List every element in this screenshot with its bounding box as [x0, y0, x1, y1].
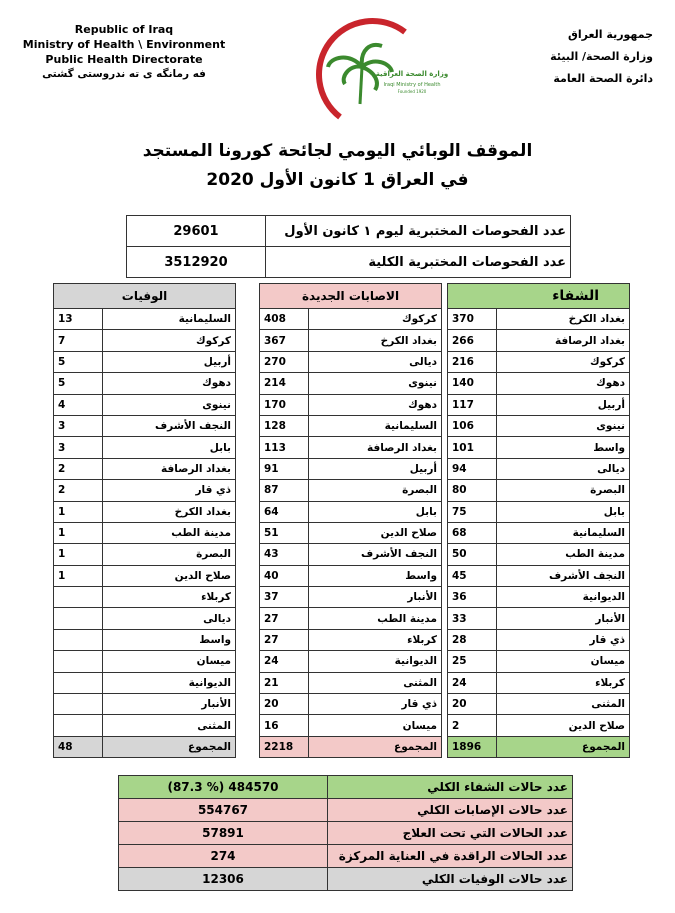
row-value: 36 — [448, 587, 497, 608]
row-governorate: ميسان — [309, 715, 442, 736]
table-row — [448, 458, 630, 479]
row-value: 51 — [260, 522, 309, 543]
row-value: 5 — [54, 351, 103, 372]
cumulative-label: عدد حالات الشفاء الكلي — [328, 776, 573, 799]
table-row — [448, 351, 630, 372]
table-row — [54, 629, 236, 650]
row-value: 1 — [54, 565, 103, 586]
row-value: 33 — [448, 608, 497, 629]
row-governorate: بغداد الكرخ — [309, 330, 442, 351]
cumulative-value: 554767 — [119, 799, 328, 822]
row-governorate: الأنبار — [309, 587, 442, 608]
table-row — [260, 373, 442, 394]
table-row — [260, 437, 442, 458]
row-value: 20 — [448, 694, 497, 715]
row-value: 5 — [54, 373, 103, 394]
row-governorate: بغداد الرصافة — [309, 437, 442, 458]
row-value — [54, 629, 103, 650]
row-value: 50 — [448, 544, 497, 565]
row-governorate: البصرة — [103, 544, 236, 565]
table-row — [448, 694, 630, 715]
total-tests-label: عدد الفحوصات المختبرية الكلية — [266, 247, 571, 278]
row-value — [54, 694, 103, 715]
row-value: 106 — [448, 415, 497, 436]
row-value: 1 — [54, 544, 103, 565]
table-row — [260, 694, 442, 715]
row-governorate: بغداد الرصافة — [103, 458, 236, 479]
table-row — [260, 415, 442, 436]
cumulative-value: (87.3 %) 484570 — [119, 776, 328, 799]
cumulative-label: عدد الحالات التي تحت العلاج — [328, 822, 573, 845]
table-row — [260, 351, 442, 372]
row-governorate: ديالى — [309, 351, 442, 372]
table-row — [260, 394, 442, 415]
row-governorate: كركوك — [497, 351, 630, 372]
row-governorate: بغداد الكرخ — [497, 309, 630, 330]
daily-tests-value: 29601 — [127, 216, 266, 247]
row-value: 25 — [448, 651, 497, 672]
row-value: 140 — [448, 373, 497, 394]
row-value: 24 — [260, 651, 309, 672]
table-row — [260, 672, 442, 693]
row-governorate: نينوى — [309, 373, 442, 394]
row-value: 2 — [448, 715, 497, 736]
row-governorate: الديوانية — [497, 587, 630, 608]
row-governorate: كربلاء — [309, 629, 442, 650]
table-row — [54, 544, 236, 565]
row-governorate: واسط — [103, 629, 236, 650]
letterhead-line: وزارة الصحة/ البيئة — [550, 50, 653, 63]
row-value: 16 — [260, 715, 309, 736]
row-governorate: كربلاء — [497, 672, 630, 693]
row-value: 24 — [448, 672, 497, 693]
row-governorate: أربيل — [497, 394, 630, 415]
row-value: 87 — [260, 480, 309, 501]
row-governorate: واسط — [497, 437, 630, 458]
row-governorate: دهوك — [497, 373, 630, 394]
row-value: 3 — [54, 415, 103, 436]
row-governorate: الديوانية — [103, 672, 236, 693]
row-governorate: ديالى — [497, 458, 630, 479]
table-row — [448, 330, 630, 351]
row-governorate: بغداد الكرخ — [103, 501, 236, 522]
table-row — [54, 351, 236, 372]
row-governorate: السليمانية — [497, 522, 630, 543]
row-value: 216 — [448, 351, 497, 372]
row-governorate: كركوك — [309, 309, 442, 330]
logo-emblem-icon — [300, 12, 449, 124]
arabic-letterhead — [473, 24, 653, 90]
letterhead-line: جمهورية العراق — [568, 28, 653, 41]
row-value: 101 — [448, 437, 497, 458]
table-row — [54, 672, 236, 693]
table-row — [260, 651, 442, 672]
row-governorate: دهوك — [309, 394, 442, 415]
letterhead-line: Ministry of Health \ Environment — [22, 38, 226, 51]
row-value: 21 — [260, 672, 309, 693]
report-date: في العراق 1 كانون الأول 2020 — [206, 170, 469, 190]
table-row — [260, 458, 442, 479]
table-row — [448, 373, 630, 394]
row-governorate: السليمانية — [309, 415, 442, 436]
cumulative-totals-table — [118, 775, 573, 891]
daily-tests-label: عدد الفحوصات المختبرية ليوم ١ كانون الأول — [266, 216, 571, 247]
row-governorate: البصرة — [309, 480, 442, 501]
letterhead-line: فه رمانگه ی ته ندروستی گشتی — [42, 68, 206, 80]
recovered-header: الشفاء — [448, 284, 630, 309]
row-value: 40 — [260, 565, 309, 586]
total-label: المجموع — [309, 736, 442, 757]
row-governorate: كركوك — [103, 330, 236, 351]
row-value: 370 — [448, 309, 497, 330]
cumulative-row — [119, 776, 573, 799]
row-governorate: ذي قار — [309, 694, 442, 715]
table-row — [260, 715, 442, 736]
row-governorate: نينوى — [103, 394, 236, 415]
total-value: 48 — [54, 736, 103, 757]
table-row — [448, 629, 630, 650]
row-governorate: أربيل — [103, 351, 236, 372]
row-governorate: صلاح الدين — [103, 565, 236, 586]
ministry-logo — [300, 12, 449, 124]
row-governorate: بابل — [309, 501, 442, 522]
row-value: 68 — [448, 522, 497, 543]
cumulative-label: عدد حالات الوفيات الكلي — [328, 868, 573, 891]
table-row — [54, 415, 236, 436]
row-value: 75 — [448, 501, 497, 522]
recovered-table — [447, 283, 630, 758]
row-value: 27 — [260, 629, 309, 650]
letterhead-line: Republic of Iraq — [74, 23, 174, 36]
table-row — [448, 672, 630, 693]
logo-founded-text: Founded 1920 — [397, 89, 427, 94]
row-governorate: البصرة — [497, 480, 630, 501]
row-value: 367 — [260, 330, 309, 351]
cumulative-value: 57891 — [119, 822, 328, 845]
table-row — [260, 309, 442, 330]
row-governorate: المثنى — [497, 694, 630, 715]
deaths-header: الوفيات — [54, 284, 236, 309]
row-value: 94 — [448, 458, 497, 479]
table-row — [448, 565, 630, 586]
total-tests-value: 3512920 — [127, 247, 266, 278]
row-value: 266 — [448, 330, 497, 351]
row-value: 117 — [448, 394, 497, 415]
table-row — [54, 458, 236, 479]
new-cases-header: الاصابات الجديدة — [260, 284, 442, 309]
table-row — [54, 587, 236, 608]
row-governorate: واسط — [309, 565, 442, 586]
table-row — [54, 522, 236, 543]
total-row — [260, 736, 442, 757]
row-governorate: نينوى — [497, 415, 630, 436]
cumulative-row — [119, 799, 573, 822]
row-value: 28 — [448, 629, 497, 650]
table-row — [54, 373, 236, 394]
cumulative-label: عدد حالات الإصابات الكلي — [328, 799, 573, 822]
row-value: 80 — [448, 480, 497, 501]
new-cases-table — [259, 283, 442, 758]
row-governorate: ميسان — [103, 651, 236, 672]
daily-tests-row — [127, 216, 571, 247]
row-governorate: مدينة الطب — [497, 544, 630, 565]
logo-english-text: Iraqi Ministry of Health — [383, 82, 441, 88]
row-governorate: كربلاء — [103, 587, 236, 608]
table-row — [54, 651, 236, 672]
table-row — [448, 309, 630, 330]
table-row — [448, 608, 630, 629]
row-value: 128 — [260, 415, 309, 436]
row-value: 408 — [260, 309, 309, 330]
row-governorate: المثنى — [309, 672, 442, 693]
row-governorate: النجف الأشرف — [103, 415, 236, 436]
row-governorate: دهوك — [103, 373, 236, 394]
table-row — [260, 480, 442, 501]
row-governorate: ميسان — [497, 651, 630, 672]
table-row — [54, 309, 236, 330]
total-tests-row — [127, 247, 571, 278]
cumulative-row — [119, 868, 573, 891]
row-governorate: السليمانية — [103, 309, 236, 330]
row-governorate: بابل — [103, 437, 236, 458]
row-value: 2 — [54, 480, 103, 501]
cumulative-row — [119, 822, 573, 845]
table-row — [54, 608, 236, 629]
table-row — [260, 501, 442, 522]
total-row — [54, 736, 236, 757]
row-governorate: صلاح الدين — [497, 715, 630, 736]
row-governorate: أربيل — [309, 458, 442, 479]
table-row — [448, 522, 630, 543]
english-letterhead — [14, 22, 234, 82]
row-value: 4 — [54, 394, 103, 415]
row-value: 64 — [260, 501, 309, 522]
table-row — [448, 651, 630, 672]
deaths-table — [53, 283, 236, 758]
row-value — [54, 651, 103, 672]
table-row — [260, 330, 442, 351]
table-row — [448, 437, 630, 458]
row-governorate: الأنبار — [497, 608, 630, 629]
table-row — [54, 565, 236, 586]
table-row — [54, 694, 236, 715]
tests-table — [126, 215, 571, 278]
row-governorate: بغداد الرصافة — [497, 330, 630, 351]
letterhead-line: دائرة الصحة العامة — [553, 72, 653, 85]
table-row — [260, 544, 442, 565]
table-row — [54, 330, 236, 351]
table-row — [448, 544, 630, 565]
row-governorate: مدينة الطب — [309, 608, 442, 629]
row-governorate: صلاح الدين — [309, 522, 442, 543]
row-value: 2 — [54, 458, 103, 479]
total-row — [448, 736, 630, 757]
row-governorate: مدينة الطب — [103, 522, 236, 543]
row-governorate: ديالى — [103, 608, 236, 629]
row-governorate: بابل — [497, 501, 630, 522]
cumulative-value: 274 — [119, 845, 328, 868]
letterhead-line: Public Health Directorate — [45, 53, 203, 66]
row-value: 27 — [260, 608, 309, 629]
table-row — [448, 394, 630, 415]
table-row — [54, 715, 236, 736]
total-value: 1896 — [448, 736, 497, 757]
row-value: 37 — [260, 587, 309, 608]
cumulative-value: 12306 — [119, 868, 328, 891]
row-value: 1 — [54, 522, 103, 543]
report-title: الموقف الوبائي اليومي لجائحة كورونا المستجد — [142, 141, 533, 161]
table-row — [448, 480, 630, 501]
row-value: 7 — [54, 330, 103, 351]
row-value: 45 — [448, 565, 497, 586]
table-row — [260, 565, 442, 586]
table-row — [448, 501, 630, 522]
row-governorate: المثنى — [103, 715, 236, 736]
table-row — [260, 522, 442, 543]
row-governorate: ذي قار — [497, 629, 630, 650]
table-row — [54, 394, 236, 415]
logo-arabic-text: وزارة الصحة العراقية — [375, 70, 449, 78]
row-value: 13 — [54, 309, 103, 330]
table-row — [260, 608, 442, 629]
row-value: 3 — [54, 437, 103, 458]
row-governorate: الأنبار — [103, 694, 236, 715]
row-value: 20 — [260, 694, 309, 715]
cumulative-row — [119, 845, 573, 868]
table-row — [260, 629, 442, 650]
row-value: 214 — [260, 373, 309, 394]
row-value — [54, 608, 103, 629]
total-value: 2218 — [260, 736, 309, 757]
row-governorate: الديوانية — [309, 651, 442, 672]
table-row — [448, 587, 630, 608]
row-value: 43 — [260, 544, 309, 565]
table-row — [54, 480, 236, 501]
table-row — [54, 437, 236, 458]
table-row — [448, 415, 630, 436]
row-value: 91 — [260, 458, 309, 479]
total-label: المجموع — [497, 736, 630, 757]
row-value — [54, 587, 103, 608]
row-governorate: النجف الأشرف — [497, 565, 630, 586]
row-value — [54, 715, 103, 736]
row-governorate: ذي قار — [103, 480, 236, 501]
total-label: المجموع — [103, 736, 236, 757]
row-governorate: النجف الأشرف — [309, 544, 442, 565]
table-row — [448, 715, 630, 736]
row-value — [54, 672, 103, 693]
table-row — [54, 501, 236, 522]
row-value: 270 — [260, 351, 309, 372]
row-value: 113 — [260, 437, 309, 458]
row-value: 1 — [54, 501, 103, 522]
table-row — [260, 587, 442, 608]
row-value: 170 — [260, 394, 309, 415]
cumulative-label: عدد الحالات الراقدة في العناية المركزة — [328, 845, 573, 868]
